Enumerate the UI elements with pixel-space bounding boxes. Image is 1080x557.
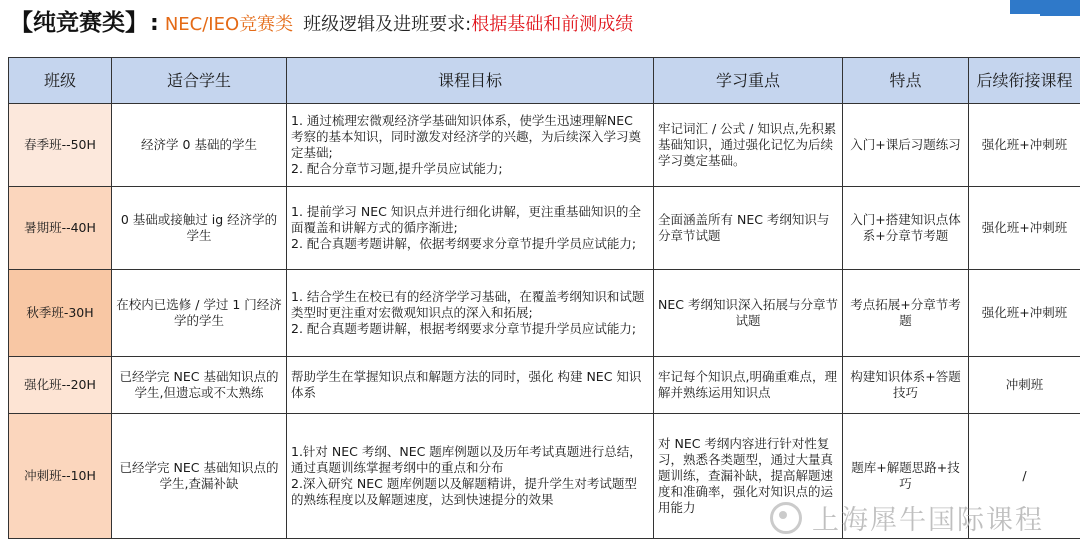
cell-goal: 1. 提前学习 NEC 知识点并进行细化讲解，更注重基础知识的全面覆盖和讲解方式的循序渐进; 2. 配合真题考题讲解，依据考纲要求分章节提升学员应试能力; xyxy=(287,187,654,270)
cell-goal: 1. 结合学生在校已有的经济学学习基础，在覆盖考纲知识和试题类型时更注重对宏微观知识点的深入和拓展; 2. 配合真题考题讲解，根据考纲要求分章节提升学员应试能力; xyxy=(287,270,654,357)
cell-next-course: 强化班+冲刺班 xyxy=(969,270,1080,357)
cell-focus: 全面涵盖所有 NEC 考纲知识与分章节试题 xyxy=(654,187,843,270)
watermark-text: 上海犀牛国际课程 xyxy=(812,505,1044,536)
cell-next-course: 冲刺班 xyxy=(969,357,1080,414)
cell-goal: 1.针对 NEC 考纲、NEC 题库例题以及历年考试真题进行总结，通过真题训练掌握考纲中的重点和分布 2.深入研究 NEC 题库例题以及解题精讲，提升学生对考试题型的熟练程度以及解题速度，达到快速提分的效果 xyxy=(287,414,654,539)
cell-next-course: 强化班+冲刺班 xyxy=(969,104,1080,187)
header-title: 【纯竞赛类】 xyxy=(10,10,148,36)
cell-focus: 牢记每个知识点,明确重难点，理解并熟练运用知识点 xyxy=(654,357,843,414)
header-requirement: 班级逻辑及进班要求: xyxy=(303,14,472,35)
wechat-logo-icon xyxy=(770,502,802,534)
cell-class: 冲刺班--10H xyxy=(9,414,112,539)
cell-feature: 入门+课后习题练习 xyxy=(843,104,969,187)
table-row xyxy=(9,270,1080,357)
header-class: 班级 xyxy=(9,58,112,104)
table-row xyxy=(9,357,1080,414)
table-row xyxy=(9,187,1080,270)
cell-class: 秋季班-30H xyxy=(9,270,112,357)
header-requirement-highlight: 根据基础和前测成绩 xyxy=(471,14,634,35)
cell-students: 0 基础或接触过 ig 经济学的学生 xyxy=(112,187,287,270)
cell-feature: 构建知识体系+答题技巧 xyxy=(843,357,969,414)
table-row xyxy=(9,104,1080,187)
cell-goal: 帮助学生在掌握知识点和解题方法的同时，强化 构建 NEC 知识体系 xyxy=(287,357,654,414)
header-subtitle: NEC/IEO竞赛类 xyxy=(164,14,294,35)
cell-focus: 对 NEC 考纲内容进行针对性复习，熟悉各类题型，通过大量真题训练，查漏补缺，提高解题速度和准确率，强化对知识点的运用能力 xyxy=(654,414,843,539)
cell-focus: 牢记词汇 / 公式 / 知识点,先积累基础知识，通过强化记忆为后续学习奠定基础。 xyxy=(654,104,843,187)
cell-next-course: / xyxy=(969,414,1080,539)
header-colon: : xyxy=(150,11,159,36)
watermark xyxy=(770,498,1044,537)
header-students: 适合学生 xyxy=(112,58,287,104)
header-next-course: 后续衔接课程 xyxy=(969,58,1080,104)
cell-class: 强化班--20H xyxy=(9,357,112,414)
header-goal: 课程目标 xyxy=(287,58,654,104)
corner-accent-line xyxy=(1040,14,1080,16)
cell-feature: 题库+解题思路+技巧 xyxy=(843,414,969,539)
cell-feature: 入门+搭建知识点体系+分章节考题 xyxy=(843,187,969,270)
corner-accent-bar xyxy=(1010,0,1080,14)
table-header-row xyxy=(9,58,1080,104)
cell-class: 暑期班--40H xyxy=(9,187,112,270)
cell-class: 春季班--50H xyxy=(9,104,112,187)
header-focus: 学习重点 xyxy=(654,58,843,104)
cell-students: 经济学 0 基础的学生 xyxy=(112,104,287,187)
cell-focus: NEC 考纲知识深入拓展与分章节试题 xyxy=(654,270,843,357)
header-feature: 特点 xyxy=(843,58,969,104)
cell-students: 已经学完 NEC 基础知识点的学生,但遗忘或不太熟练 xyxy=(112,357,287,414)
cell-next-course: 强化班+冲刺班 xyxy=(969,187,1080,270)
cell-students: 在校内已选修 / 学过 1 门经济学的学生 xyxy=(112,270,287,357)
cell-feature: 考点拓展+分章节考题 xyxy=(843,270,969,357)
cell-goal: 1. 通过梳理宏微观经济学基础知识体系，使学生迅速理解NEC 考察的基本知识，同时激发对经济学的兴趣，为后续深入学习奠定基础; 2. 配合分章节习题,提升学员应试能力; xyxy=(287,104,654,187)
course-table xyxy=(8,57,1080,539)
cell-students: 已经学完 NEC 基础知识点的学生,查漏补缺 xyxy=(112,414,287,539)
page-header xyxy=(10,4,633,42)
